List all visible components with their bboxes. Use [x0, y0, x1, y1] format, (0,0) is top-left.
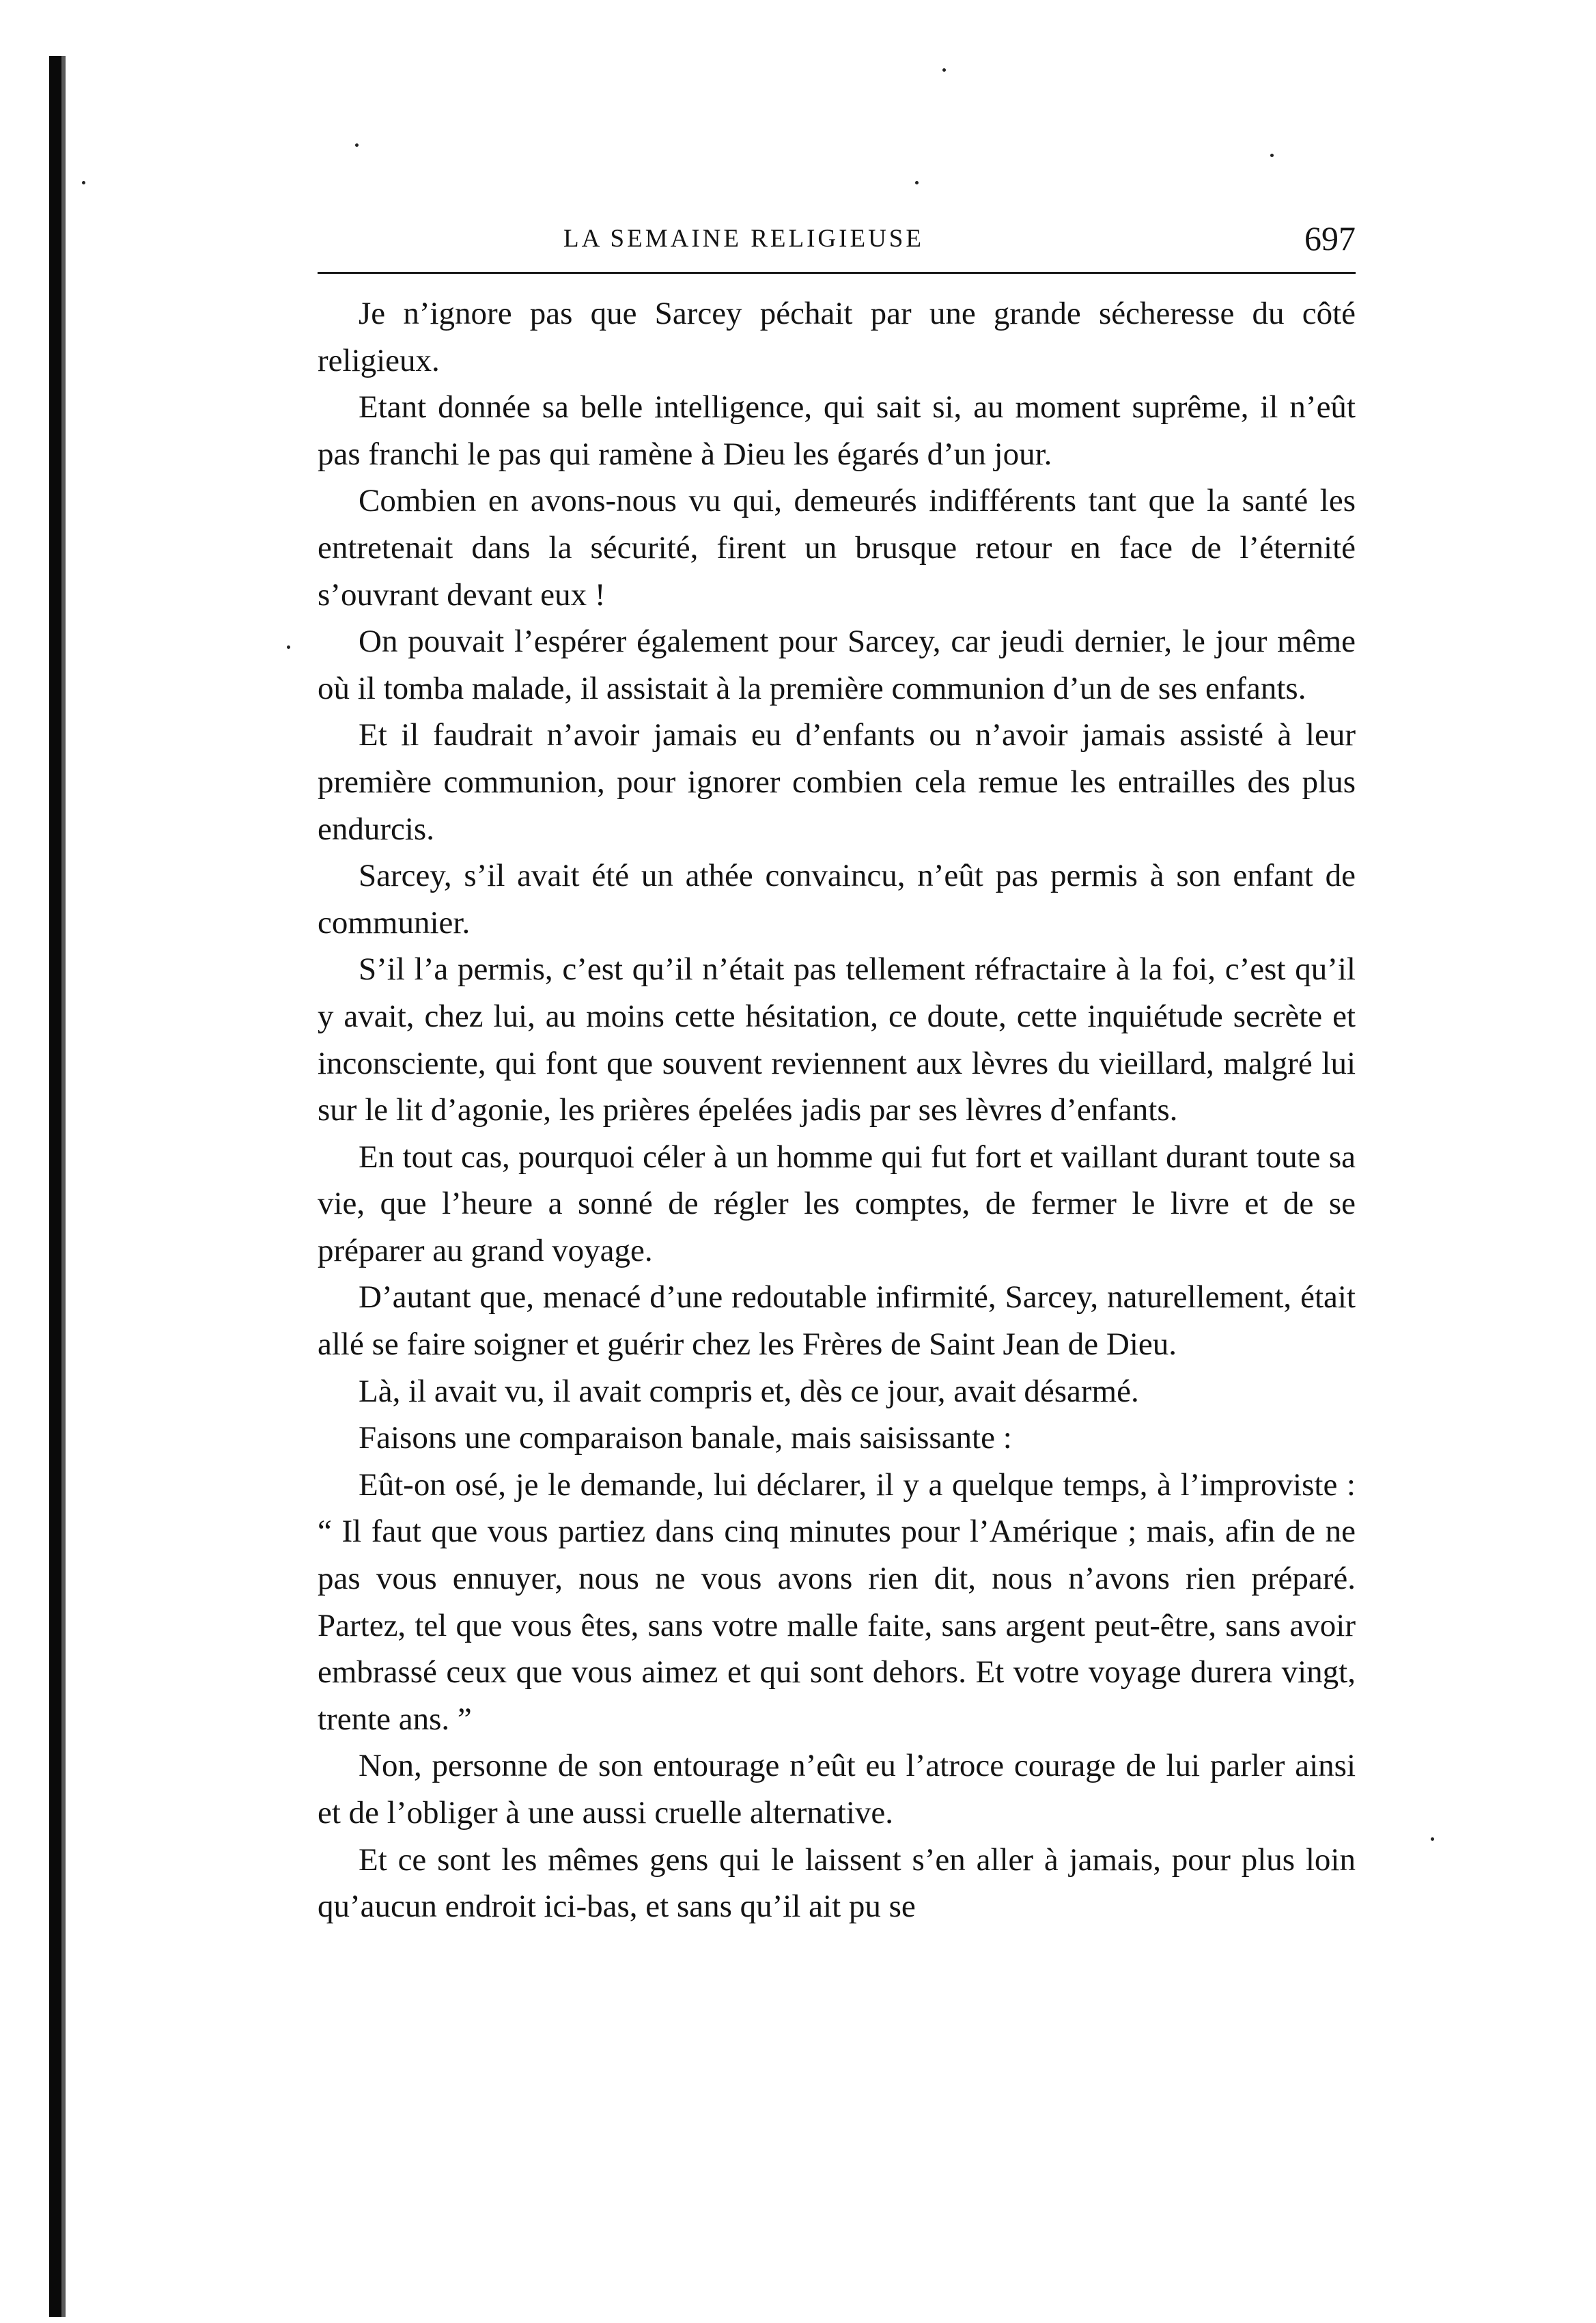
scan-speck	[915, 181, 919, 184]
paragraph: Et il faudrait n’avoir jamais eu d’enfants ou n’avoir jamais assisté à leur première communion, pour ignorer combien cela remue les entrailles des plus endurcis.	[318, 717, 1356, 847]
paragraph: Là, il avait vu, il avait compris et, dès ce jour, avait désarmé.	[359, 1373, 1139, 1409]
page-number: 697	[1304, 219, 1356, 258]
binding-shadow-edge	[61, 56, 66, 2317]
paragraph: Eût-on osé, je le demande, lui déclarer, il y a quelque temps, à l’improviste : “ Il faut que vous partiez dans cinq minutes pour l’Amérique ; mais, afin de ne pas vous ennuyer, nous ne vous avons rien dit, nous n’avons rien préparé. Partez, tel que vous êtes, sans votre malle faite, sans argent peut-être, sans avoir embrassé ceux que vous aimez et qui sont dehors. Et votre voyage durera vingt, trente ans. ”	[318, 1466, 1356, 1737]
paragraph: Faisons une comparaison banale, mais saisissante :	[359, 1420, 1012, 1456]
page-header	[318, 219, 1356, 266]
paragraph: D’autant que, menacé d’une redoutable infirmité, Sarcey, naturellement, était allé se faire soigner et guérir chez les Frères de Saint Jean de Dieu.	[318, 1279, 1356, 1363]
paragraph: Etant donnée sa belle intelligence, qui sait si, au moment suprême, il n’eût pas franchi le pas qui ramène à Dieu les égarés d’un jour.	[318, 389, 1356, 472]
paragraph: Non, personne de son entourage n’eût eu l’atroce courage de lui parler ainsi et de l’obliger à une aussi cruelle alternative.	[318, 1748, 1356, 1831]
scan-speck	[942, 68, 946, 72]
paragraph: En tout cas, pourquoi céler à un homme qui fut fort et vaillant durant toute sa vie, que l’heure a sonné de régler les comptes, de fermer le livre et de se préparer au grand voyage.	[318, 1139, 1356, 1268]
scan-speck	[82, 181, 85, 184]
scan-speck	[287, 645, 290, 649]
paragraph: Sarcey, s’il avait été un athée convaincu, n’eût pas permis à son enfant de communier.	[318, 858, 1356, 941]
running-title: LA SEMAINE RELIGIEUSE	[563, 225, 924, 253]
scan-speck	[1270, 154, 1274, 157]
binding-shadow	[49, 56, 61, 2317]
paragraph: S’il l’a permis, c’est qu’il n’était pas tellement réfractaire à la foi, c’est qu’il y avait, chez lui, au moins cette hésitation, ce doute, cette inquiétude secrète et inconsciente, qui font que souvent reviennent aux lèvres du vieillard, malgré lui sur le lit d’agonie, les prières épelées jadis par ses lèvres d’enfants.	[318, 951, 1356, 1128]
body-text	[318, 290, 1356, 1930]
scan-speck	[355, 143, 359, 147]
scan-speck	[1431, 1837, 1434, 1841]
paragraph: Je n’ignore pas que Sarcey péchait par une grande sécheresse du côté religieux.	[318, 296, 1356, 378]
paragraph: Et ce sont les mêmes gens qui le laissent s’en aller à jamais, pour plus loin qu’aucun endroit ici-bas, et sans qu’il ait pu se	[318, 1841, 1356, 1925]
header-rule	[318, 272, 1356, 274]
paragraph: Combien en avons-nous vu qui, demeurés indifférents tant que la santé les entretenait dans la sécurité, firent un brusque retour en face de l’éternité s’ouvrant devant eux !	[318, 483, 1356, 613]
paragraph: On pouvait l’espérer également pour Sarcey, car jeudi dernier, le jour même où il tomba malade, il assistait à la première communion d’un de ses enfants.	[318, 624, 1356, 706]
